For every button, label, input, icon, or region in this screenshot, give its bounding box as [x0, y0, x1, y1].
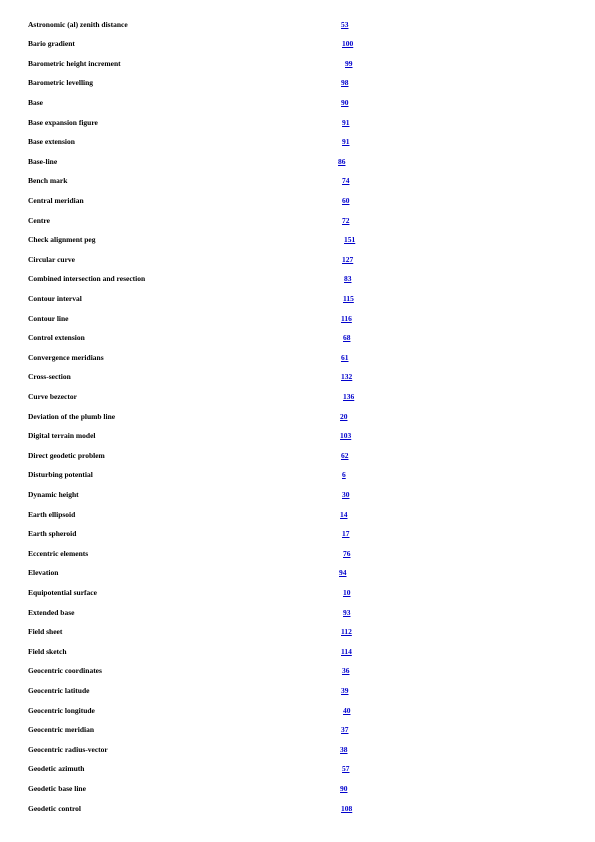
page-number-link[interactable]: 30 — [342, 489, 350, 499]
page-number-link[interactable]: 151 — [344, 235, 356, 245]
index-term: Digital terrain model — [28, 431, 96, 441]
page-number-link[interactable]: 86 — [338, 156, 346, 166]
index-entry — [0, 704, 595, 718]
index-term: Direct geodetic problem — [28, 450, 105, 460]
index-entry — [0, 782, 595, 796]
index-entry — [0, 743, 595, 757]
index-term: Base extension — [28, 137, 75, 147]
index-term: Astronomic (al) zenith distance — [28, 19, 128, 29]
page-number-link[interactable]: 53 — [341, 19, 349, 29]
index-entry — [0, 410, 595, 424]
index-entry — [0, 566, 595, 580]
page-number-link[interactable]: 68 — [343, 333, 351, 343]
page-number-link[interactable]: 72 — [342, 215, 350, 225]
index-term: Eccentric elements — [28, 548, 89, 558]
page-number-link[interactable]: 62 — [341, 450, 349, 460]
page-number-link[interactable]: 132 — [341, 372, 353, 382]
index-entry — [0, 331, 595, 345]
index-entry — [0, 606, 595, 620]
page-number-link[interactable]: 115 — [343, 293, 354, 303]
index-entry — [0, 625, 595, 639]
index-entry — [0, 664, 595, 678]
index-term: Centre — [28, 215, 50, 225]
index-entry — [0, 802, 595, 816]
index-term: Geodetic azimuth — [28, 764, 85, 774]
index-entry — [0, 57, 595, 71]
index-term: Circular curve — [28, 254, 76, 264]
index-term: Extended base — [28, 607, 75, 617]
index-entry — [0, 351, 595, 365]
page-number-link[interactable]: 116 — [341, 313, 352, 323]
page-number-link[interactable]: 17 — [342, 529, 350, 539]
page-number-link[interactable]: 74 — [342, 176, 350, 186]
index-entry — [0, 135, 595, 149]
page-number-link[interactable]: 6 — [342, 470, 346, 480]
page-number-link[interactable]: 90 — [340, 783, 348, 793]
page-number-link[interactable]: 98 — [341, 78, 349, 88]
index-term: Earth ellipsoid — [28, 509, 76, 519]
page-number-link[interactable]: 39 — [341, 685, 349, 695]
page-number-link[interactable]: 36 — [342, 666, 350, 676]
index-term: Geocentric coordinates — [28, 666, 102, 676]
index-entry — [0, 488, 595, 502]
page-number-link[interactable]: 103 — [340, 431, 352, 441]
index-term: Check alignment peg — [28, 235, 96, 245]
index-term: Geocentric longitude — [28, 705, 95, 715]
index-term: Field sketch — [28, 646, 67, 656]
index-term: Field sheet — [28, 627, 63, 637]
index-term: Geocentric radius-vector — [28, 744, 108, 754]
index-term: Control extension — [28, 333, 85, 343]
index-term: Bench mark — [28, 176, 68, 186]
page-number-link[interactable]: 61 — [341, 352, 349, 362]
page-number-link[interactable]: 40 — [343, 705, 351, 715]
page-number-link[interactable]: 94 — [339, 568, 347, 578]
page-number-link[interactable]: 90 — [341, 97, 349, 107]
index-term: Contour line — [28, 313, 69, 323]
index-entry — [0, 527, 595, 541]
index-term: Geocentric meridian — [28, 725, 95, 735]
page-number-link[interactable]: 57 — [342, 764, 350, 774]
index-entry — [0, 18, 595, 32]
index-entry — [0, 76, 595, 90]
index-term: Base expansion figure — [28, 117, 98, 127]
page-number-link[interactable]: 108 — [341, 803, 353, 813]
page-number-link[interactable]: 91 — [342, 117, 350, 127]
page-number-link[interactable]: 93 — [343, 607, 351, 617]
index-entry — [0, 449, 595, 463]
index-entry — [0, 292, 595, 306]
index-entry — [0, 194, 595, 208]
index-entry — [0, 233, 595, 247]
index-entry — [0, 253, 595, 267]
index-entry — [0, 37, 595, 51]
index-entry — [0, 390, 595, 404]
page-number-link[interactable]: 20 — [340, 411, 348, 421]
index-term: Disturbing potential — [28, 470, 93, 480]
index-term: Elevation — [28, 568, 59, 578]
page-number-link[interactable]: 14 — [340, 509, 348, 519]
index-term: Contour interval — [28, 293, 82, 303]
index-entry — [0, 468, 595, 482]
page-number-link[interactable]: 91 — [342, 137, 350, 147]
index-entry — [0, 547, 595, 561]
index-term: Convergence meridians — [28, 352, 104, 362]
index-entry — [0, 645, 595, 659]
index-term: Deviation of the plumb line — [28, 411, 116, 421]
index-entry — [0, 155, 595, 169]
page-number-link[interactable]: 83 — [344, 274, 352, 284]
page-number-link[interactable]: 38 — [340, 744, 348, 754]
index-term: Base-line — [28, 156, 58, 166]
index-term: Earth spheroid — [28, 529, 77, 539]
index-term: Barometric height increment — [28, 58, 121, 68]
page-number-link[interactable]: 127 — [342, 254, 354, 264]
index-entry — [0, 174, 595, 188]
index-entry — [0, 96, 595, 110]
index-entry — [0, 508, 595, 522]
index-term: Central meridian — [28, 195, 84, 205]
index-term: Curve bezector — [28, 391, 77, 401]
index-term: Dynamic height — [28, 489, 79, 499]
page-number-link[interactable]: 136 — [343, 391, 355, 401]
page-number-link[interactable]: 60 — [342, 195, 350, 205]
index-term: Geodetic base line — [28, 783, 86, 793]
index-entry — [0, 370, 595, 384]
index-entry — [0, 214, 595, 228]
index-entry — [0, 586, 595, 600]
page-number-link[interactable]: 100 — [342, 39, 354, 49]
page-number-link[interactable]: 112 — [341, 627, 352, 637]
index-entry — [0, 272, 595, 286]
index-entry — [0, 723, 595, 737]
index-entry — [0, 116, 595, 130]
index-entry — [0, 312, 595, 326]
index-term: Combined intersection and resection — [28, 274, 146, 284]
page-number-link[interactable]: 10 — [343, 587, 351, 597]
index-term: Base — [28, 97, 43, 107]
page-number-link[interactable]: 37 — [341, 725, 349, 735]
index-term: Cross-section — [28, 372, 71, 382]
index-entry — [0, 762, 595, 776]
index-entry — [0, 684, 595, 698]
page-number-link[interactable]: 99 — [345, 58, 353, 68]
index-term: Barometric levelling — [28, 78, 94, 88]
page-number-link[interactable]: 76 — [343, 548, 351, 558]
index-term: Bario gradient — [28, 39, 75, 49]
page-number-link[interactable]: 114 — [341, 646, 352, 656]
index-term: Geocentric latitude — [28, 685, 90, 695]
index-term: Geodetic control — [28, 803, 81, 813]
index-term: Equipotential surface — [28, 587, 97, 597]
index-entry — [0, 429, 595, 443]
